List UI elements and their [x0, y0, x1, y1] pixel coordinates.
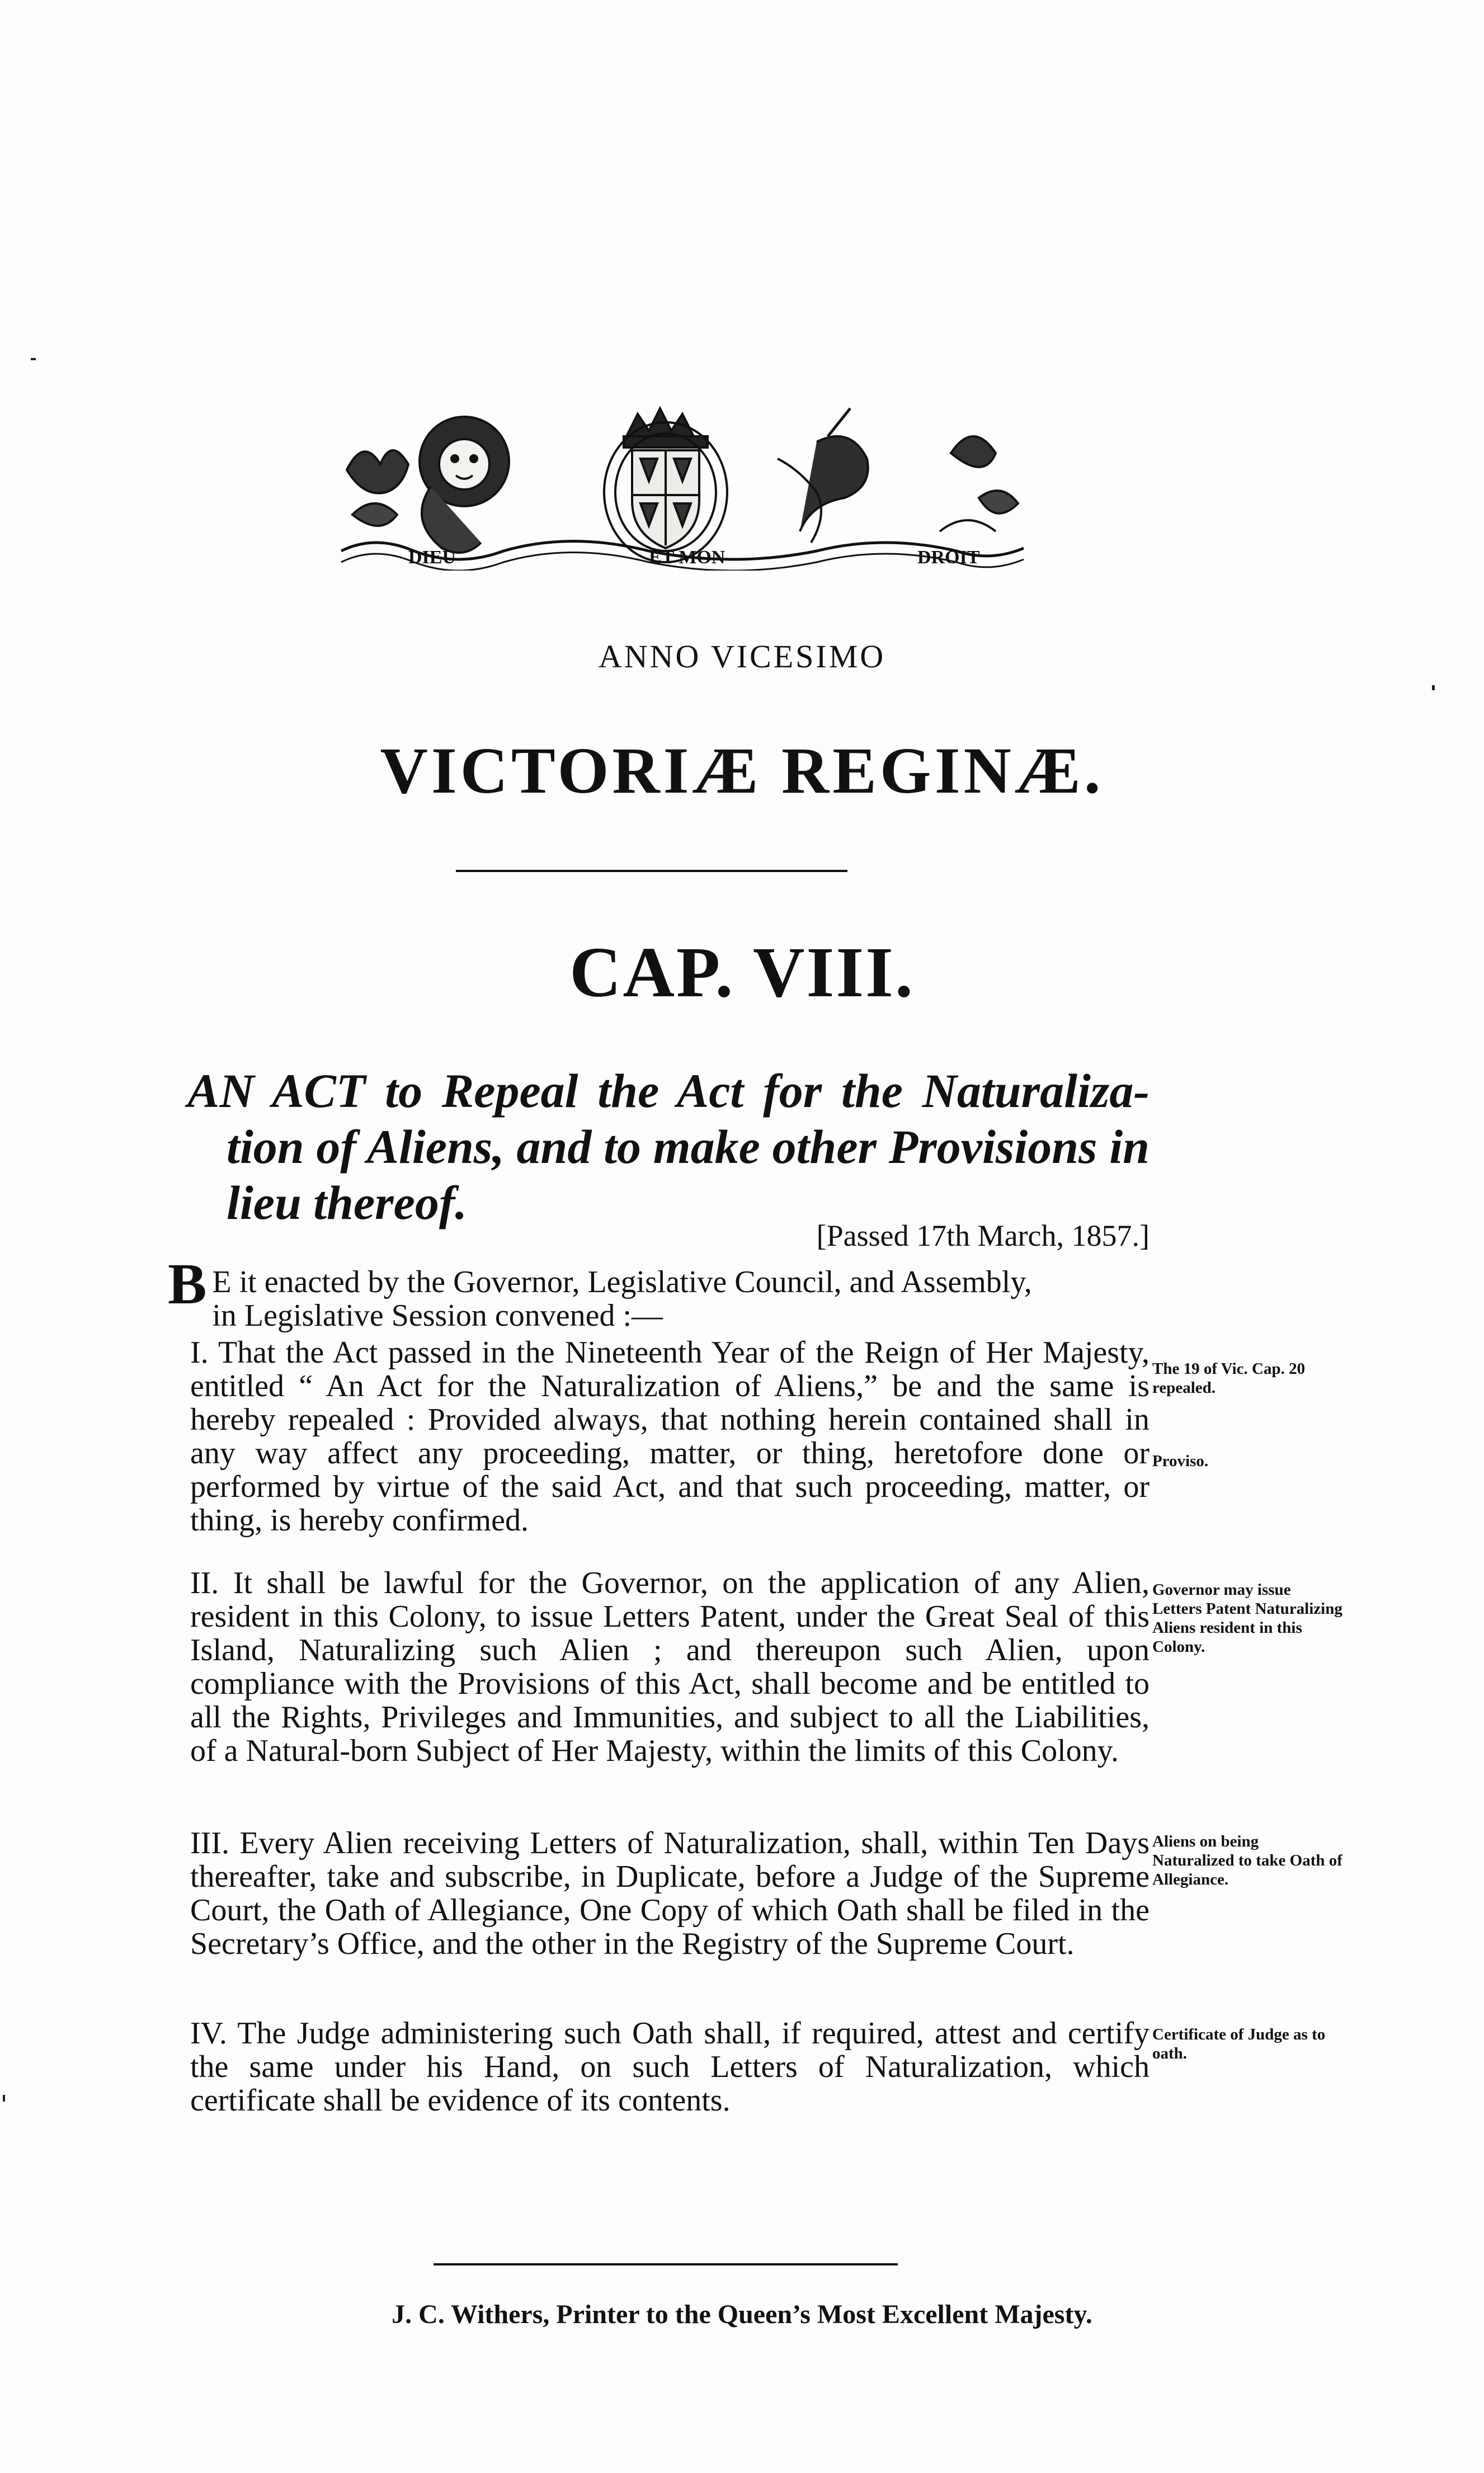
passed-date: [Passed 17th March, 1857.]	[816, 1219, 1149, 1252]
margin-note-certificate: Certificate of Judge as to oath.	[1152, 2025, 1326, 2062]
section-2-text: II. It shall be lawful for the Governor, on the application of any Alien, resident in this Colony, to issue Letters Patent, under the Great Seal of this Island, Naturalizing such Alien ; and thereupon such Alien, upon compliance with the Provisions of this Act, shall become and be entitled to all the Rights, Privileges and Immunities, and subject to all the Liabilities, of a Natural-born Subject of Her Majesty, within the limits of this Colony.	[190, 1566, 1149, 1768]
act-title-line-3: lieu thereof.	[227, 1176, 467, 1230]
margin-note-oath: Aliens on being Naturalized to take Oath of Allegiance.	[1152, 1833, 1342, 1888]
section-1	[168, 1336, 1149, 1537]
drop-cap: B	[168, 1252, 207, 1316]
margin-note-proviso: Proviso.	[1152, 1452, 1209, 1470]
print-speck	[3, 2095, 5, 2102]
act-title-line-2: tion of Aliens, and to make other Provisions in	[227, 1120, 1149, 1174]
enacting-clause	[168, 1252, 1149, 1333]
printer-imprint: J. C. Withers, Printer to the Queen’s Most Excellent Majesty.	[392, 2300, 1092, 2329]
print-speck	[1432, 685, 1435, 690]
section-4	[168, 2017, 1149, 2117]
enacting-line-2: in Legislative Session convened :—	[212, 1298, 663, 1333]
footer-rule	[434, 2263, 898, 2265]
motto-center: ET MON	[649, 547, 725, 568]
section-1-text: I. That the Act passed in the Nineteenth Year of the Reign of Her Majesty, entitled “ An Act for the Naturalization of Aliens,” be and the same is hereby repealed : Provided always, that nothing herein contained shall in any way affect any proceeding, matter, or thing, heretofore done or performed by virtue of the said Act, and that such proceeding, matter, or thing, is hereby confirmed.	[190, 1335, 1149, 1538]
section-4-text: IV. The Judge administering such Oath shall, if required, attest and certify the same under his Hand, on such Letters of Naturalization, which certificate shall be evidence of its contents.	[190, 2016, 1149, 2118]
reign-heading: VICTORIÆ REGINÆ.	[380, 734, 1104, 807]
anno-heading: ANNO VICESIMO	[598, 638, 886, 675]
act-title-line-1: AN ACT to Repeal the Act for the Naturaliza-	[187, 1064, 1149, 1118]
section-3-text: III. Every Alien receiving Letters of Naturalization, shall, within Ten Days thereafter, take and subscribe, in Duplicate, before a Judge of the Supreme Court, the Oath of Allegiance, One Copy of which Oath shall be filed in the Secretary’s Office, and the other in the Registry of the Supreme Court.	[190, 1826, 1149, 1961]
motto-left: DIEU	[408, 547, 456, 568]
enacting-line-1: E it enacted by the Governor, Legislative Council, and Assembly,	[212, 1265, 1032, 1299]
margin-note-repealed: The 19 of Vic. Cap. 20 repealed.	[1152, 1360, 1306, 1397]
act-title	[187, 1063, 1149, 1231]
royal-coat-of-arms	[336, 403, 1029, 571]
motto-right: DROIT	[917, 547, 980, 568]
chapter-heading: CAP. VIII.	[569, 932, 915, 1012]
coat-of-arms-illustration	[336, 403, 1029, 571]
margin-note-letters-patent: Governor may issue Letters Patent Naturalizing Aliens resident in this Colony.	[1152, 1581, 1342, 1656]
section-3	[168, 1826, 1149, 1961]
section-2	[168, 1566, 1149, 1768]
print-speck	[31, 358, 36, 360]
divider-rule	[456, 870, 847, 872]
